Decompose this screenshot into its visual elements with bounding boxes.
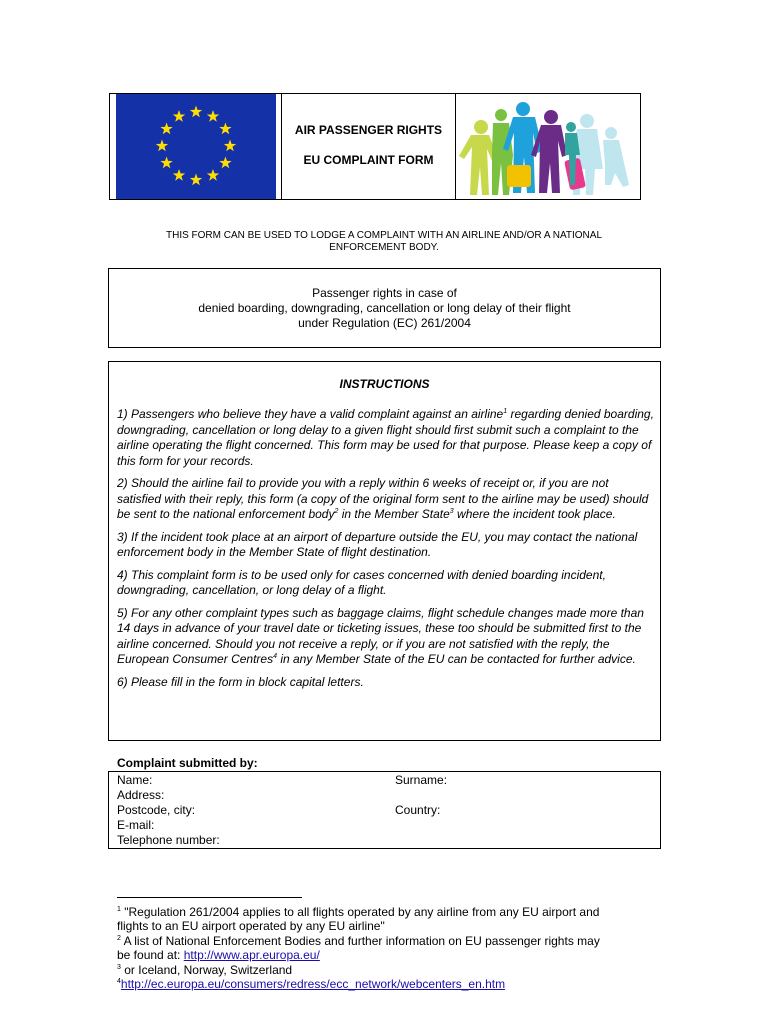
instruction-1: 1) Passengers who believe they have a valid complaint against an airline$^1$ regarding denied boarding, downgrading, cancellation or long delay to a given flight should first submit such a complaint to the airline operating the flight concerned. This form may be used for that purpose. Please keep a copy of this form for your records. bbox=[117, 407, 654, 468]
intro-text: THIS FORM CAN BE USED TO LODGE A COMPLAINT WITH AN AIRLINE AND/OR A NATIONAL ENFORCEMENT BODY. bbox=[165, 230, 603, 253]
passenger-silhouettes-icon bbox=[459, 97, 637, 197]
footnote-separator bbox=[117, 897, 302, 898]
instruction-3: 3) If the incident took place at an airport of departure outside the EU, you may contact the national enforcement body in the Member State of flight destination. bbox=[117, 529, 638, 559]
header-divider bbox=[455, 93, 456, 200]
rights-box-text: Passenger rights in case of denied boarding, downgrading, cancellation or long delay of their flight under Regulation (EC) 261/2004 bbox=[198, 286, 571, 330]
ecc-network-link[interactable]: http://ec.europa.eu/consumers/redress/ecc_network/webcenters_en.htm bbox=[120, 977, 506, 991]
email-field[interactable]: E-mail: bbox=[117, 818, 155, 832]
telephone-field[interactable]: Telephone number: bbox=[117, 833, 220, 847]
suitcase-icon bbox=[507, 165, 531, 187]
form-title-line2: EU COMPLAINT FORM bbox=[303, 153, 434, 167]
instruction-6: 6) Please fill in the form in block capital letters. bbox=[117, 674, 364, 689]
complaint-section-label: Complaint submitted by: bbox=[117, 756, 258, 770]
footnote-2: $^2$ A list of National Enforcement Bodies and further information on EU passenger rights may be found at: http://www.apr.europa.eu/ bbox=[117, 934, 600, 962]
instructions-body bbox=[117, 407, 654, 697]
surname-field[interactable]: Surname: bbox=[395, 773, 448, 787]
footnote-3: $^3$ or Iceland, Norway, Switzerland bbox=[117, 963, 293, 977]
header-divider bbox=[281, 93, 282, 200]
instruction-4: 4) This complaint form is to be used only for cases concerned with denied boarding incident, downgrading, cancellation, or long delay of a flight. bbox=[117, 567, 606, 597]
name-field[interactable]: Name: bbox=[117, 773, 153, 787]
apr-europa-link[interactable]: http://www.apr.europa.eu/ bbox=[183, 948, 320, 962]
form-title-line1: AIR PASSENGER RIGHTS bbox=[294, 123, 443, 137]
country-field[interactable]: Country: bbox=[395, 803, 441, 817]
instruction-2: 2) Should the airline fail to provide you with a reply within 6 weeks of receipt or, if you are not satisfied with their reply, this form (a copy of the original form sent to the airline may be used) should be sent to the national enforcement body$^2$ in the Member State$^3$ where the incident took place. bbox=[117, 476, 649, 521]
address-field[interactable]: Address: bbox=[117, 788, 165, 802]
instruction-5: 5) For any other complaint types such as baggage claims, flight schedule changes made more than 14 days in advance of your travel date or ticketing issues, these too should be submitted first to the airline concerned. Should you not receive a reply, or if you are not satisfied with the reply, the European Consumer Centres$^4$ in any Member State of the EU can be contacted for further advice. bbox=[117, 605, 644, 666]
footnote-1: $^1$ "Regulation 261/2004 applies to all flights operated by any airline from any EU airport and flights to an EU airport operated by any EU airline" bbox=[117, 905, 600, 933]
eu-flag-icon bbox=[116, 94, 276, 199]
postcode-city-field[interactable]: Postcode, city: bbox=[117, 803, 196, 817]
footnote-4: $^4$http://ec.europa.eu/consumers/redress/ecc_network/webcenters_en.htm bbox=[117, 977, 506, 991]
instructions-title: INSTRUCTIONS bbox=[339, 377, 430, 391]
